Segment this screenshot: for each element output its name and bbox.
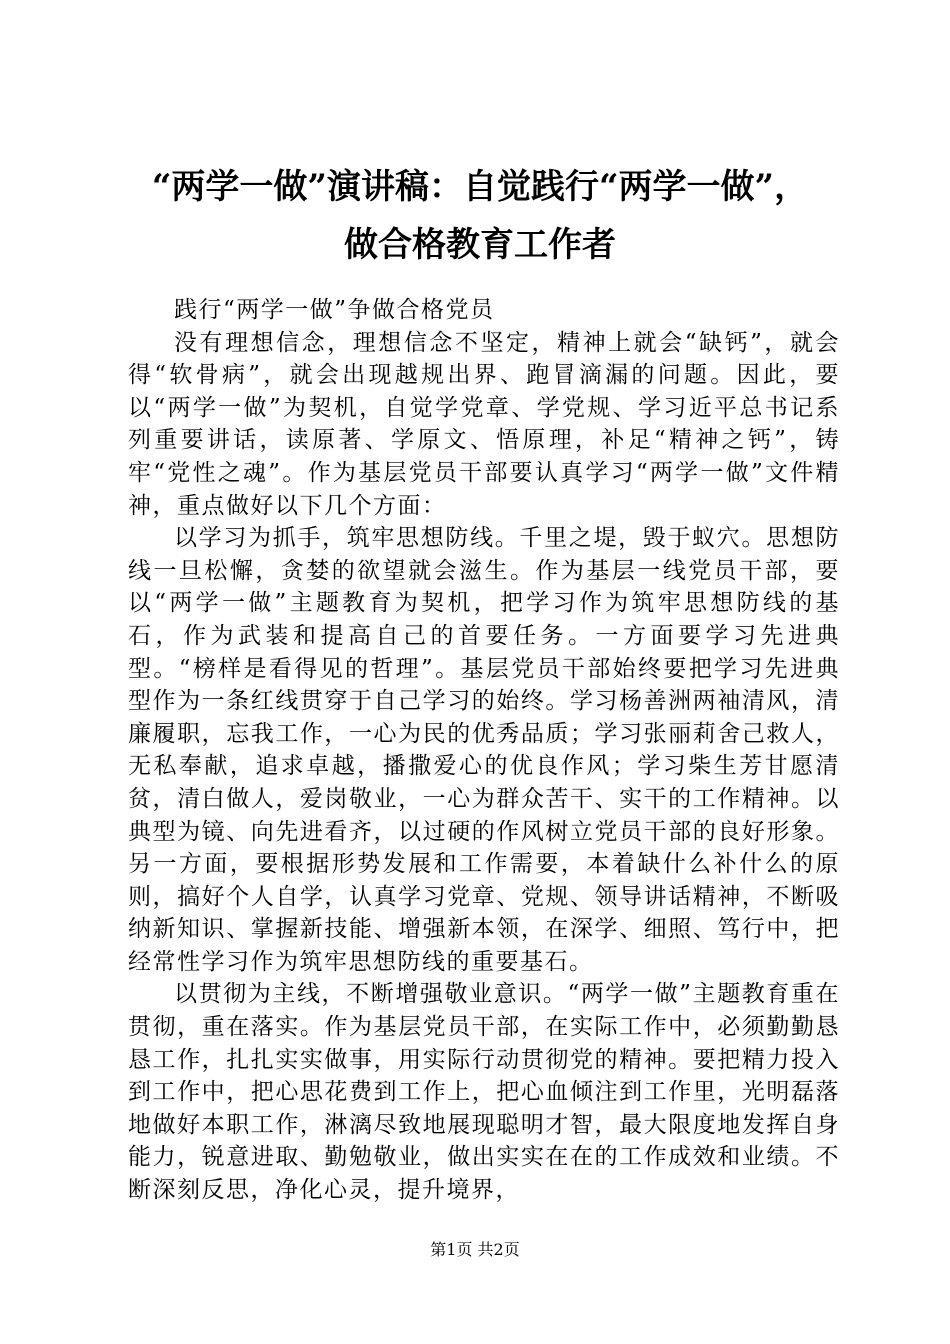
- title-line-2: 做合格教育工作者: [344, 225, 616, 265]
- document-title: [100, 158, 860, 274]
- paragraph-subtitle: 践行“两学一做”争做合格党员: [174, 297, 495, 323]
- paragraph: 以贯彻为主线，不断增强敬业意识。“两学一做”主题教育重在贯彻，重在落实。作为基层党员干部，在实际工作中，必须勤勤恳恳工作，扎扎实实做事，用实际行动贯彻党的精神。要把精力投入到工作中，把心思花费到工作上，把心血倾注到工作里，光明磊落地做好本职工作，淋漓尽致地展现聪明才智，最大限度地发挥自身能力，锐意进取、勤勉敬业，做出实实在在的工作成效和业绩。不断深刻反思，净化心灵，提升境界，: [128, 981, 840, 1204]
- paragraph: 以学习为抓手，筑牢思想防线。千里之堤，毁于蚁穴。思想防线一旦松懈，贪婪的欲望就会滋生。作为基层一线党员干部，要以“两学一做”主题教育为契机，把学习作为筑牢思想防线的基石，作为武装和提高自己的首要任务。一方面要学习先进典型。“榜样是看得见的哲理”。基层党员干部始终要把学习先进典型作为一条红线贯穿于自己学习的始终。学习杨善洲两袖清风，清廉履职，忘我工作，一心为民的优秀品质；学习张丽莉舍己救人，无私奉献，追求卓越，播撒爱心的优良作风；学习柴生芳甘愿清贫，清白做人，爱岗敬业，一心为群众苦干、实干的工作精神。以典型为镜、向先进看齐，以过硬的作风树立党员干部的良好形象。另一方面，要根据形势发展和工作需要，本着缺什么补什么的原则，搞好个人自学，认真学习党章、党规、领导讲话精神，不断吸纳新知识、掌握新技能、增强新本领，在深学、细照、笃行中，把经常性学习作为筑牢思想防线的重要基石。: [128, 525, 840, 975]
- document-body: [128, 294, 840, 1207]
- paragraph: 没有理想信念，理想信念不坚定，精神上就会“缺钙”，就会得“软骨病”，就会出现越规出界、跑冒滴漏的问题。因此，要以“两学一做”为契机，自觉学党章、学党规、学习近平总书记系列重要讲话，读原著、学原文、悟原理，补足“精神之钙”，铸牢“党性之魂”。作为基层党员干部要认真学习“两学一做”文件精神，重点做好以下几个方面：: [128, 329, 840, 519]
- page-footer: 第1页 共2页: [430, 1240, 520, 1259]
- title-line-1: “两学一做”演讲稿：自觉践行“两学一做”，: [151, 167, 809, 207]
